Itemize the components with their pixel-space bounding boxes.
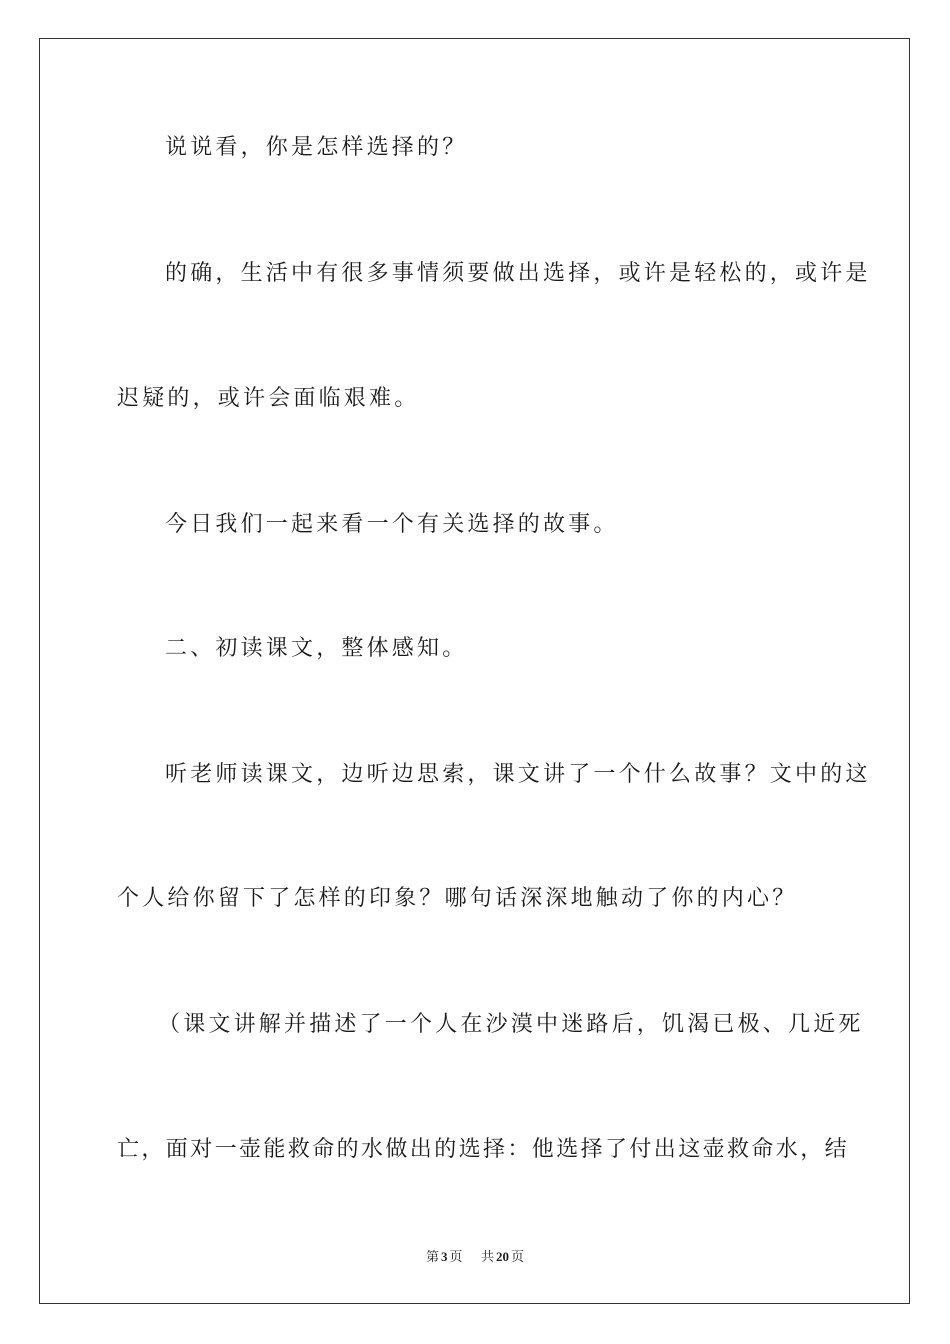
paragraph-line-3: 迟疑的，或许会面临艰难。 [117, 386, 420, 411]
paragraph-line-8: （课文讲解并描述了一个人在沙漠中迷路后，饥渴已极、几近死 [158, 1012, 864, 1037]
footer-total-prefix: 共 [481, 1250, 495, 1265]
paragraph-line-4: 今日我们一起来看一个有关选择的故事。 [165, 512, 619, 537]
footer-page-suffix: 页 [449, 1250, 463, 1265]
paragraph-line-1: 说说看，你是怎样选择的？ [165, 135, 468, 160]
footer-page-prefix: 第 [425, 1250, 439, 1265]
footer-page-number: 3 [440, 1249, 448, 1264]
paragraph-line-7: 个人给你留下了怎样的印象？哪句话深深地触动了你的内心？ [117, 886, 798, 911]
page-footer [0, 1248, 950, 1267]
paragraph-line-2: 的确，生活中有很多事情须要做出选择，或许是轻松的，或许是 [165, 261, 871, 286]
paragraph-line-6: 听老师读课文，边听边思索，课文讲了一个什么故事？文中的这 [165, 762, 871, 787]
footer-total-pages: 20 [496, 1249, 510, 1264]
page-border [39, 38, 910, 1304]
section-heading: 二、初读课文，整体感知。 [165, 636, 468, 661]
paragraph-line-9: 亡，面对一壶能救命的水做出的选择：他选择了付出这壶救命水，结 [117, 1137, 850, 1162]
footer-total-suffix: 页 [511, 1250, 525, 1265]
